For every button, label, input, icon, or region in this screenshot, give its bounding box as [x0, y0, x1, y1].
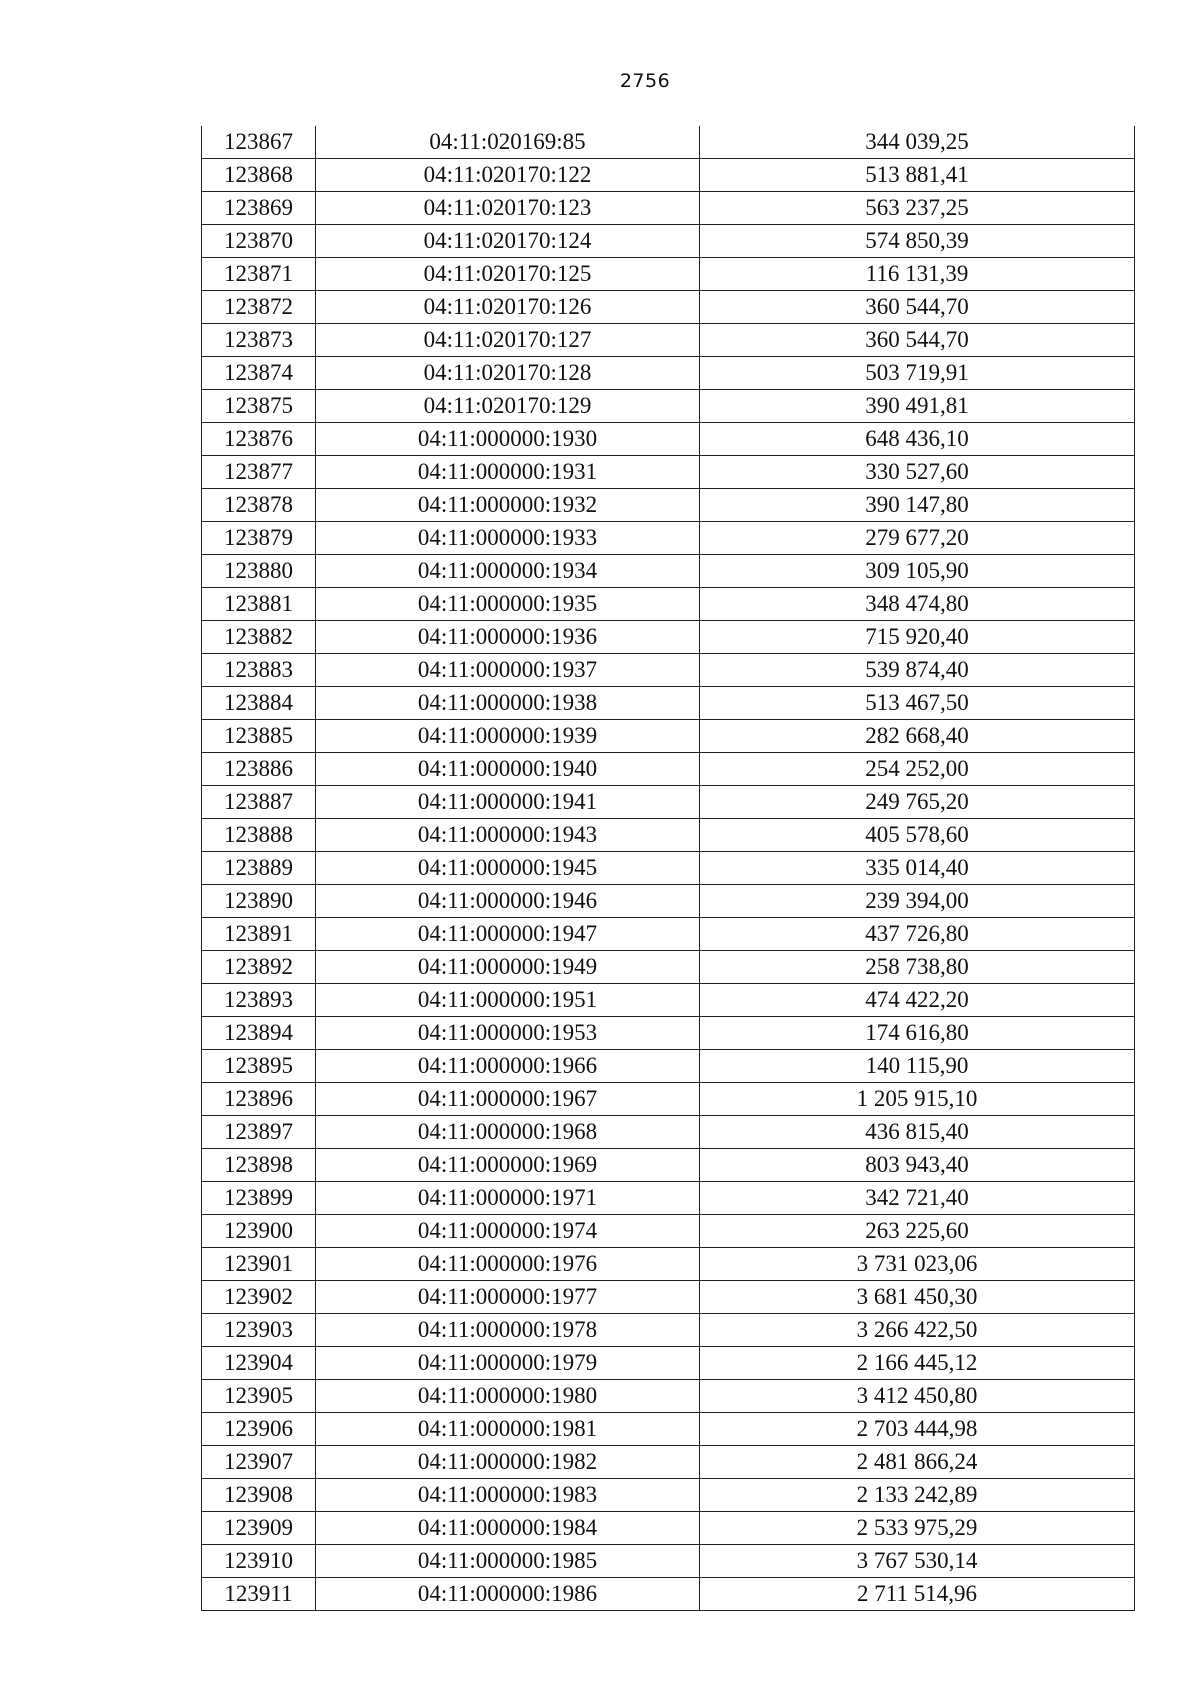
table-row: [202, 720, 1135, 753]
value-cell: 539 874,40: [700, 654, 1135, 687]
page-number: 2756: [619, 70, 671, 92]
cadastral-number-cell: 04:11:000000:1934: [316, 555, 700, 588]
value-cell: 437 726,80: [700, 918, 1135, 951]
cadastral-number-cell: 04:11:000000:1974: [316, 1215, 700, 1248]
table-row: [202, 1149, 1135, 1182]
row-number-cell: 123869: [202, 192, 316, 225]
value-cell: 239 394,00: [700, 885, 1135, 918]
row-number-cell: 123901: [202, 1248, 316, 1281]
cadastral-number-cell: 04:11:000000:1937: [316, 654, 700, 687]
cadastral-number-cell: 04:11:000000:1932: [316, 489, 700, 522]
value-cell: 503 719,91: [700, 357, 1135, 390]
cadastral-number-cell: 04:11:000000:1931: [316, 456, 700, 489]
row-number-cell: 123897: [202, 1116, 316, 1149]
cadastral-number-cell: 04:11:000000:1939: [316, 720, 700, 753]
table-row: [202, 555, 1135, 588]
table-row: [202, 522, 1135, 555]
row-number-cell: 123873: [202, 324, 316, 357]
table-row: [202, 1545, 1135, 1578]
row-number-cell: 123867: [202, 126, 316, 159]
cadastral-number-cell: 04:11:020170:125: [316, 258, 700, 291]
cadastral-number-cell: 04:11:020170:128: [316, 357, 700, 390]
cadastral-number-cell: 04:11:000000:1940: [316, 753, 700, 786]
row-number-cell: 123881: [202, 588, 316, 621]
row-number-cell: 123887: [202, 786, 316, 819]
value-cell: 405 578,60: [700, 819, 1135, 852]
row-number-cell: 123875: [202, 390, 316, 423]
row-number-cell: 123884: [202, 687, 316, 720]
row-number-cell: 123908: [202, 1479, 316, 1512]
row-number-cell: 123896: [202, 1083, 316, 1116]
row-number-cell: 123879: [202, 522, 316, 555]
row-number-cell: 123905: [202, 1380, 316, 1413]
value-cell: 282 668,40: [700, 720, 1135, 753]
row-number-cell: 123870: [202, 225, 316, 258]
value-cell: 309 105,90: [700, 555, 1135, 588]
table-row: [202, 1413, 1135, 1446]
value-cell: 335 014,40: [700, 852, 1135, 885]
value-cell: 2 166 445,12: [700, 1347, 1135, 1380]
table-row: [202, 225, 1135, 258]
cadastral-number-cell: 04:11:000000:1953: [316, 1017, 700, 1050]
value-cell: 715 920,40: [700, 621, 1135, 654]
table-row: [202, 786, 1135, 819]
value-cell: 249 765,20: [700, 786, 1135, 819]
value-cell: 1 205 915,10: [700, 1083, 1135, 1116]
row-number-cell: 123911: [202, 1578, 316, 1611]
cadastral-number-cell: 04:11:000000:1983: [316, 1479, 700, 1512]
value-cell: 390 491,81: [700, 390, 1135, 423]
row-number-cell: 123902: [202, 1281, 316, 1314]
table-row: [202, 852, 1135, 885]
value-cell: 803 943,40: [700, 1149, 1135, 1182]
cadastral-number-cell: 04:11:020170:123: [316, 192, 700, 225]
table-row: [202, 291, 1135, 324]
value-cell: 2 133 242,89: [700, 1479, 1135, 1512]
row-number-cell: 123900: [202, 1215, 316, 1248]
row-number-cell: 123889: [202, 852, 316, 885]
value-cell: 2 533 975,29: [700, 1512, 1135, 1545]
cadastral-number-cell: 04:11:000000:1933: [316, 522, 700, 555]
row-number-cell: 123868: [202, 159, 316, 192]
row-number-cell: 123871: [202, 258, 316, 291]
table-row: [202, 1479, 1135, 1512]
table-row: [202, 1512, 1135, 1545]
value-cell: 390 147,80: [700, 489, 1135, 522]
cadastral-number-cell: 04:11:000000:1966: [316, 1050, 700, 1083]
row-number-cell: 123877: [202, 456, 316, 489]
value-cell: 360 544,70: [700, 324, 1135, 357]
cadastral-number-cell: 04:11:000000:1967: [316, 1083, 700, 1116]
table-row: [202, 885, 1135, 918]
row-number-cell: 123903: [202, 1314, 316, 1347]
table-row: [202, 1380, 1135, 1413]
row-number-cell: 123883: [202, 654, 316, 687]
row-number-cell: 123885: [202, 720, 316, 753]
value-cell: 344 039,25: [700, 126, 1135, 159]
value-cell: 474 422,20: [700, 984, 1135, 1017]
cadastral-number-cell: 04:11:000000:1982: [316, 1446, 700, 1479]
cadastral-number-cell: 04:11:000000:1984: [316, 1512, 700, 1545]
table-row: [202, 357, 1135, 390]
cadastral-number-cell: 04:11:000000:1979: [316, 1347, 700, 1380]
row-number-cell: 123888: [202, 819, 316, 852]
table-row: [202, 1281, 1135, 1314]
cadastral-number-cell: 04:11:000000:1977: [316, 1281, 700, 1314]
cadastral-number-cell: 04:11:000000:1947: [316, 918, 700, 951]
table-row: [202, 390, 1135, 423]
row-number-cell: 123906: [202, 1413, 316, 1446]
cadastral-number-cell: 04:11:000000:1978: [316, 1314, 700, 1347]
row-number-cell: 123878: [202, 489, 316, 522]
value-cell: 3 266 422,50: [700, 1314, 1135, 1347]
value-cell: 3 412 450,80: [700, 1380, 1135, 1413]
table-row: [202, 1116, 1135, 1149]
value-cell: 3 681 450,30: [700, 1281, 1135, 1314]
cadastral-number-cell: 04:11:000000:1936: [316, 621, 700, 654]
table-row: [202, 1446, 1135, 1479]
row-number-cell: 123893: [202, 984, 316, 1017]
row-number-cell: 123910: [202, 1545, 316, 1578]
cadastral-number-cell: 04:11:000000:1949: [316, 951, 700, 984]
table-row: [202, 489, 1135, 522]
value-cell: 513 467,50: [700, 687, 1135, 720]
cadastral-number-cell: 04:11:000000:1938: [316, 687, 700, 720]
table-row: [202, 423, 1135, 456]
value-cell: 330 527,60: [700, 456, 1135, 489]
value-cell: 3 731 023,06: [700, 1248, 1135, 1281]
cadastral-number-cell: 04:11:000000:1976: [316, 1248, 700, 1281]
value-cell: 348 474,80: [700, 588, 1135, 621]
cadastral-number-cell: 04:11:000000:1941: [316, 786, 700, 819]
cadastral-number-cell: 04:11:020170:122: [316, 159, 700, 192]
row-number-cell: 123907: [202, 1446, 316, 1479]
table-row: [202, 1215, 1135, 1248]
row-number-cell: 123898: [202, 1149, 316, 1182]
table-row: [202, 984, 1135, 1017]
row-number-cell: 123891: [202, 918, 316, 951]
value-cell: 3 767 530,14: [700, 1545, 1135, 1578]
table-row: [202, 588, 1135, 621]
row-number-cell: 123880: [202, 555, 316, 588]
table-row: [202, 159, 1135, 192]
value-cell: 263 225,60: [700, 1215, 1135, 1248]
table-row: [202, 687, 1135, 720]
value-cell: 436 815,40: [700, 1116, 1135, 1149]
row-number-cell: 123874: [202, 357, 316, 390]
cadastral-number-cell: 04:11:000000:1985: [316, 1545, 700, 1578]
cadastral-number-cell: 04:11:020170:126: [316, 291, 700, 324]
table-row: [202, 1248, 1135, 1281]
table-row: [202, 126, 1135, 159]
table-row: [202, 1314, 1135, 1347]
registry-table: [201, 126, 1135, 1611]
cadastral-number-cell: 04:11:000000:1981: [316, 1413, 700, 1446]
value-cell: 2 711 514,96: [700, 1578, 1135, 1611]
cadastral-number-cell: 04:11:000000:1935: [316, 588, 700, 621]
value-cell: 174 616,80: [700, 1017, 1135, 1050]
row-number-cell: 123899: [202, 1182, 316, 1215]
row-number-cell: 123892: [202, 951, 316, 984]
table-row: [202, 258, 1135, 291]
value-cell: 513 881,41: [700, 159, 1135, 192]
cadastral-number-cell: 04:11:000000:1986: [316, 1578, 700, 1611]
table-row: [202, 1578, 1135, 1611]
table-row: [202, 324, 1135, 357]
cadastral-number-cell: 04:11:000000:1951: [316, 984, 700, 1017]
row-number-cell: 123886: [202, 753, 316, 786]
table-row: [202, 819, 1135, 852]
cadastral-number-cell: 04:11:000000:1971: [316, 1182, 700, 1215]
value-cell: 563 237,25: [700, 192, 1135, 225]
cadastral-number-cell: 04:11:000000:1946: [316, 885, 700, 918]
table-row: [202, 753, 1135, 786]
cadastral-number-cell: 04:11:000000:1968: [316, 1116, 700, 1149]
row-number-cell: 123895: [202, 1050, 316, 1083]
table-row: [202, 1347, 1135, 1380]
table-row: [202, 456, 1135, 489]
cadastral-number-cell: 04:11:000000:1980: [316, 1380, 700, 1413]
row-number-cell: 123904: [202, 1347, 316, 1380]
cadastral-number-cell: 04:11:020170:129: [316, 390, 700, 423]
table-row: [202, 654, 1135, 687]
cadastral-number-cell: 04:11:020170:127: [316, 324, 700, 357]
value-cell: 254 252,00: [700, 753, 1135, 786]
row-number-cell: 123894: [202, 1017, 316, 1050]
value-cell: 2 703 444,98: [700, 1413, 1135, 1446]
value-cell: 279 677,20: [700, 522, 1135, 555]
table-row: [202, 951, 1135, 984]
row-number-cell: 123876: [202, 423, 316, 456]
table-row: [202, 1050, 1135, 1083]
value-cell: 342 721,40: [700, 1182, 1135, 1215]
row-number-cell: 123872: [202, 291, 316, 324]
row-number-cell: 123882: [202, 621, 316, 654]
cadastral-number-cell: 04:11:020169:85: [316, 126, 700, 159]
table-row: [202, 1083, 1135, 1116]
table-row: [202, 1182, 1135, 1215]
cadastral-number-cell: 04:11:000000:1969: [316, 1149, 700, 1182]
row-number-cell: 123909: [202, 1512, 316, 1545]
registry-table-body: [202, 126, 1135, 1611]
value-cell: 2 481 866,24: [700, 1446, 1135, 1479]
value-cell: 258 738,80: [700, 951, 1135, 984]
table-row: [202, 621, 1135, 654]
table-row: [202, 918, 1135, 951]
value-cell: 648 436,10: [700, 423, 1135, 456]
table-row: [202, 1017, 1135, 1050]
cadastral-number-cell: 04:11:000000:1945: [316, 852, 700, 885]
cadastral-number-cell: 04:11:000000:1930: [316, 423, 700, 456]
value-cell: 116 131,39: [700, 258, 1135, 291]
cadastral-number-cell: 04:11:000000:1943: [316, 819, 700, 852]
value-cell: 140 115,90: [700, 1050, 1135, 1083]
table-row: [202, 192, 1135, 225]
value-cell: 360 544,70: [700, 291, 1135, 324]
value-cell: 574 850,39: [700, 225, 1135, 258]
row-number-cell: 123890: [202, 885, 316, 918]
cadastral-number-cell: 04:11:020170:124: [316, 225, 700, 258]
